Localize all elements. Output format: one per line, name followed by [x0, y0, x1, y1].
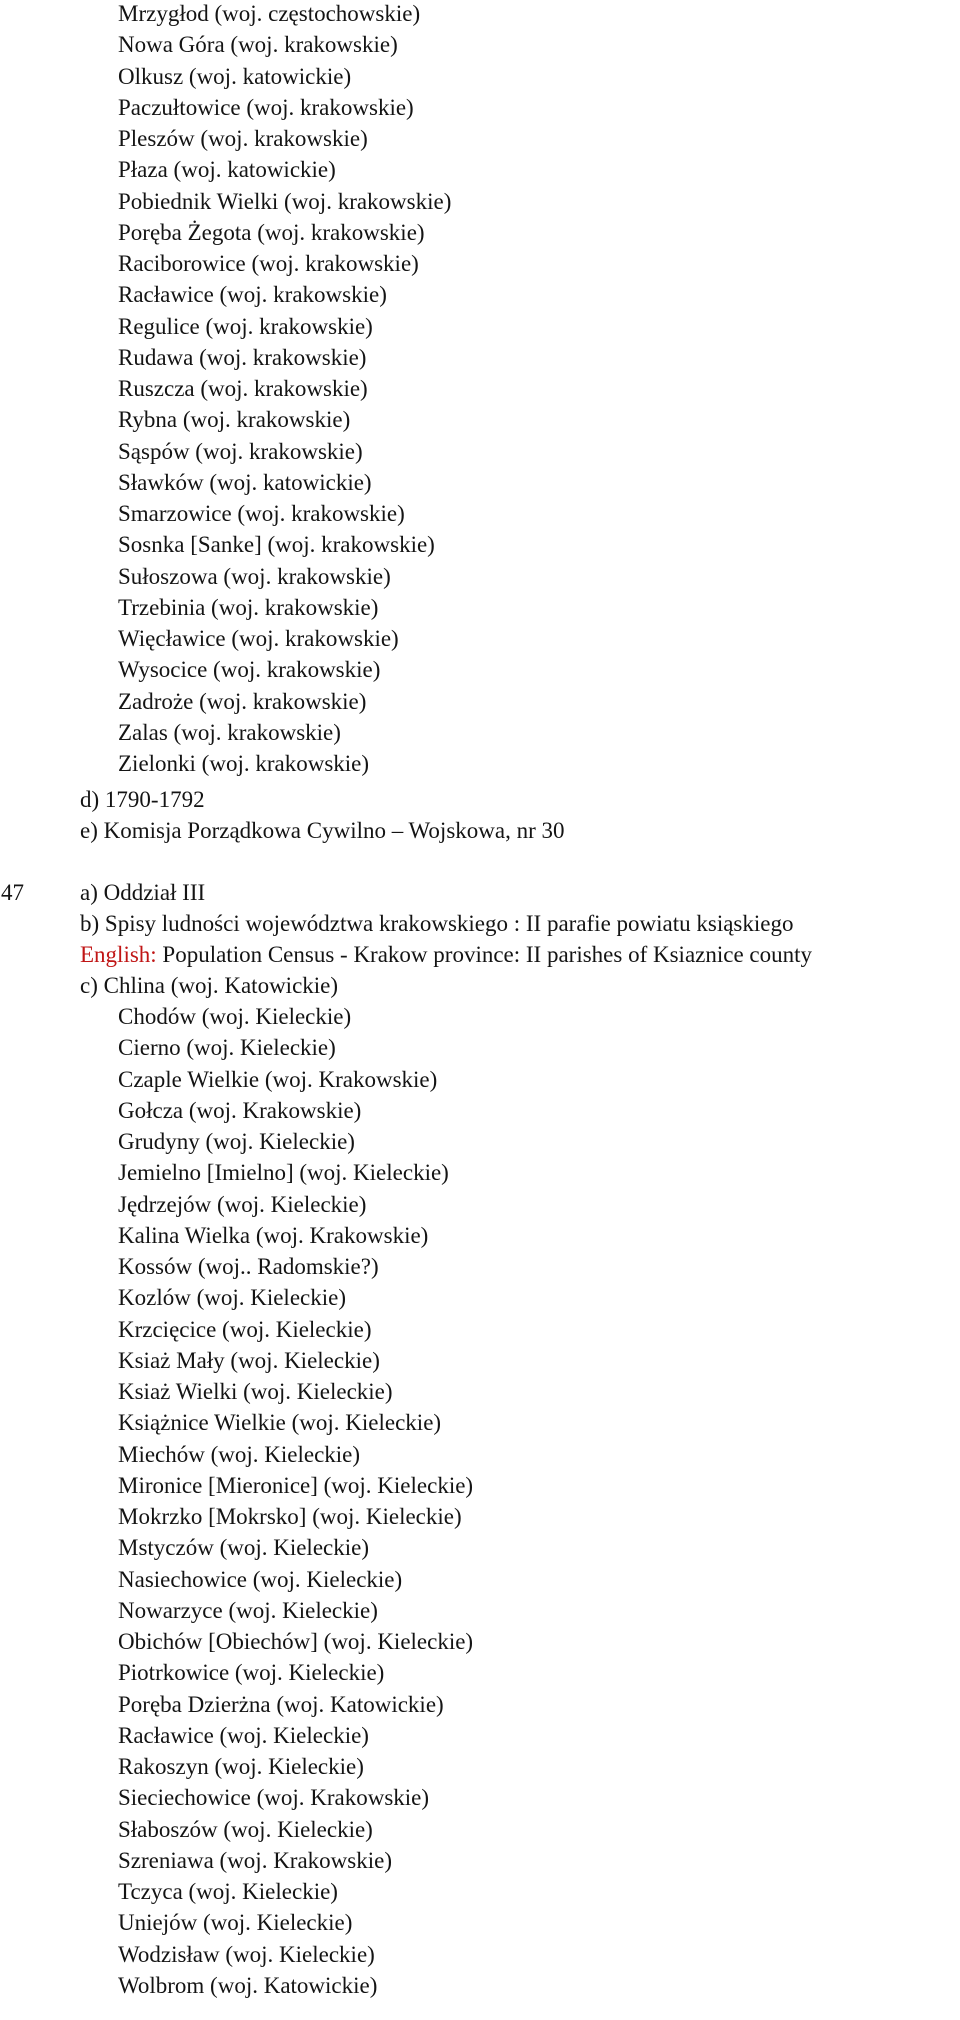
place-list-item: Wodzisław (woj. Kieleckie)	[118, 1941, 375, 1967]
place-list-item: Sąspów (woj. krakowskie)	[118, 438, 363, 464]
place-list-item: Jędrzejów (woj. Kieleckie)	[118, 1191, 367, 1217]
place-list-item: Kozlów (woj. Kieleckie)	[118, 1285, 347, 1311]
entry-field-c: c) Chlina (woj. Katowickie)	[80, 973, 339, 998]
place-list-item: Sławków (woj. katowickie)	[118, 469, 372, 495]
place-list-item: Regulice (woj. krakowskie)	[118, 313, 373, 339]
place-list-item: Szreniawa (woj. Krakowskie)	[118, 1847, 392, 1873]
place-list-item: Gołcza (woj. Krakowskie)	[118, 1097, 362, 1123]
place-list-item: Ksiaż Mały (woj. Kieleckie)	[118, 1347, 380, 1373]
place-list-item: Sieciechowice (woj. Krakowskie)	[118, 1785, 430, 1811]
place-list-item: Mstyczów (woj. Kieleckie)	[118, 1535, 370, 1561]
place-list-item: Paczułtowice (woj. krakowskie)	[118, 94, 414, 120]
place-list-item: Czaple Wielkie (woj. Krakowskie)	[118, 1066, 438, 1092]
place-list-item: Mrzygłod (woj. częstochowskie)	[118, 1, 421, 26]
place-list-item: Ruszcza (woj. krakowskie)	[118, 376, 368, 401]
place-list-item: Wysocice (woj. krakowskie)	[118, 657, 381, 683]
place-list-item: Kalina Wielka (woj. Krakowskie)	[118, 1222, 429, 1248]
place-list-item: Trzebinia (woj. krakowskie)	[118, 594, 379, 620]
place-list-item: Racławice (woj. Kieleckie)	[118, 1722, 369, 1748]
english-label: English:	[80, 942, 157, 967]
place-list-item: Więcławice (woj. krakowskie)	[118, 626, 399, 651]
place-list-item: Rybna (woj. krakowskie)	[118, 407, 351, 433]
place-list-item: Piotrkowice (woj. Kieleckie)	[118, 1660, 385, 1686]
place-list-item: Mironice [Mieronice] (woj. Kieleckie)	[118, 1472, 474, 1498]
entry-field-b: b) Spisy ludności województwa krakowskiego : II parafie powiatu ksiąskiego	[80, 911, 794, 936]
english-text: Population Census - Krakow province: II parishes of Ksiaznice county	[156, 942, 813, 967]
place-list-item: Ksiaż Wielki (woj. Kieleckie)	[118, 1379, 393, 1404]
place-list-item: Raciborowice (woj. krakowskie)	[118, 251, 419, 276]
place-list-item: Chodów (woj. Kieleckie)	[118, 1004, 352, 1029]
place-list-item: Olkusz (woj. katowickie)	[118, 63, 352, 89]
place-list-item: Pleszów (woj. krakowskie)	[118, 126, 368, 151]
place-list-item: Poręba Dzierżna (woj. Katowickie)	[118, 1691, 444, 1717]
place-list-item: Płaza (woj. katowickie)	[118, 157, 336, 183]
english-translation	[80, 939, 812, 970]
place-list-item: Sułoszowa (woj. krakowskie)	[118, 563, 391, 589]
place-list-item: Obichów [Obiechów] (woj. Kieleckie)	[118, 1629, 474, 1654]
entry-field-e: e) Komisja Porządkowa Cywilno – Wojskowa, nr 30	[80, 818, 565, 843]
entry-field-a: a) Oddział III	[80, 880, 206, 905]
place-list-item: Uniejów (woj. Kieleckie)	[118, 1910, 353, 1936]
entry-field-d: d) 1790-1792	[80, 787, 205, 812]
place-list-item: Sosnka [Sanke] (woj. krakowskie)	[118, 532, 435, 558]
place-list-item: Nowa Góra (woj. krakowskie)	[118, 32, 398, 58]
place-list-item: Zalas (woj. krakowskie)	[118, 719, 341, 745]
place-list-item: Zadroże (woj. krakowskie)	[118, 688, 367, 714]
place-list-item: Poręba Żegota (woj. krakowskie)	[118, 219, 425, 245]
place-list-item: Mokrzko [Mokrsko] (woj. Kieleckie)	[118, 1504, 462, 1529]
place-list-item: Rudawa (woj. krakowskie)	[118, 344, 367, 370]
place-list-item: Nasiechowice (woj. Kieleckie)	[118, 1566, 403, 1592]
place-list-item: Miechów (woj. Kieleckie)	[118, 1441, 361, 1467]
place-list-item: Zielonki (woj. krakowskie)	[118, 751, 370, 776]
place-list-item: Smarzowice (woj. krakowskie)	[118, 501, 405, 526]
place-list-item: Tczyca (woj. Kieleckie)	[118, 1879, 338, 1904]
place-list-item: Kossów (woj.. Radomskie?)	[118, 1254, 379, 1279]
place-list-item: Krzcięcice (woj. Kieleckie)	[118, 1316, 372, 1342]
place-list-item: Racławice (woj. krakowskie)	[118, 282, 387, 308]
place-list-item: Książnice Wielkie (woj. Kieleckie)	[118, 1410, 442, 1436]
place-list-item: Grudyny (woj. Kieleckie)	[118, 1129, 355, 1154]
place-list-item: Jemielno [Imielno] (woj. Kieleckie)	[118, 1160, 449, 1186]
place-list-item: Cierno (woj. Kieleckie)	[118, 1035, 336, 1061]
place-list-item: Wolbrom (woj. Katowickie)	[118, 1972, 378, 1998]
entry-number: 47	[1, 880, 24, 905]
place-list-item: Pobiednik Wielki (woj. krakowskie)	[118, 188, 452, 214]
place-list-item: Słaboszów (woj. Kieleckie)	[118, 1816, 373, 1842]
place-list-item: Nowarzyce (woj. Kieleckie)	[118, 1597, 378, 1623]
place-list-item: Rakoszyn (woj. Kieleckie)	[118, 1754, 364, 1779]
